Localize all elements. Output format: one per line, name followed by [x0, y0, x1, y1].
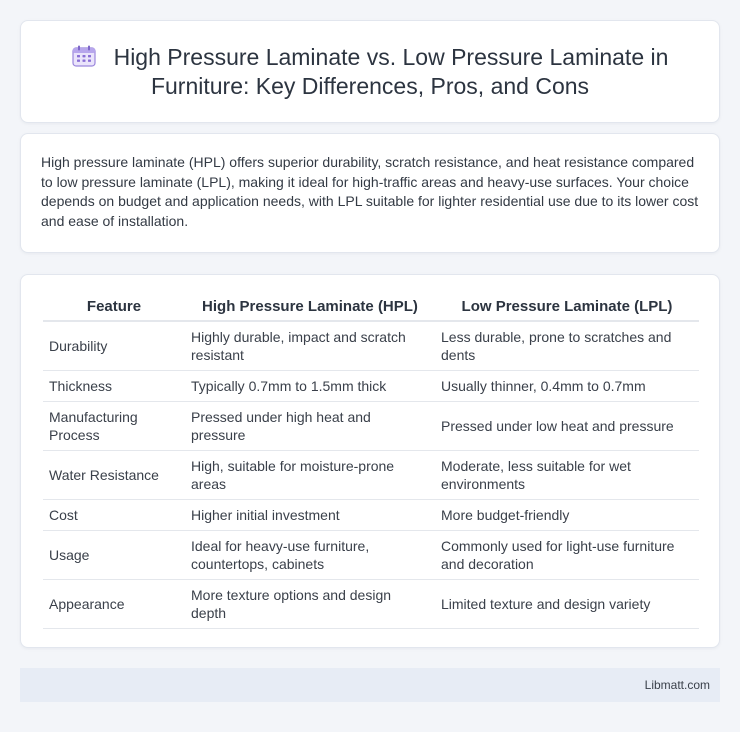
lpl-cell: Limited texture and design variety	[435, 580, 699, 629]
feature-cell: Cost	[43, 500, 185, 531]
lpl-cell: Commonly used for light-use furniture and decoration	[435, 531, 699, 580]
feature-cell: Durability	[43, 322, 185, 371]
header-feature: Feature	[43, 293, 185, 322]
lpl-cell: Less durable, prone to scratches and dents	[435, 322, 699, 371]
hpl-cell: Highly durable, impact and scratch resistant	[185, 322, 435, 371]
title-card	[20, 20, 720, 123]
table-header-row	[43, 293, 699, 322]
hpl-cell: Ideal for heavy-use furniture, countertops, cabinets	[185, 531, 435, 580]
footer	[20, 668, 720, 702]
table-row	[43, 580, 699, 629]
lpl-cell: Moderate, less suitable for wet environments	[435, 451, 699, 500]
feature-cell: Manufacturing Process	[43, 402, 185, 451]
table-row	[43, 451, 699, 500]
page-title-container	[51, 43, 689, 101]
summary-text: High pressure laminate (HPL) offers superior durability, scratch resistance, and heat resistance compared to low pressure laminate (LPL), making it ideal for high-traffic areas and heavy-use surfaces. Your choice depends on budget and application needs, with LPL suitable for lighter residential use due to its lower cost and ease of installation.	[41, 154, 699, 229]
hpl-cell: Higher initial investment	[185, 500, 435, 531]
table-row	[43, 322, 699, 371]
hpl-cell: Typically 0.7mm to 1.5mm thick	[185, 371, 435, 402]
hpl-cell: More texture options and design depth	[185, 580, 435, 629]
footer-brand: Libmatt.com	[644, 678, 710, 692]
summary-card	[20, 133, 720, 253]
calendar-icon	[72, 45, 96, 67]
feature-cell: Usage	[43, 531, 185, 580]
lpl-cell: Usually thinner, 0.4mm to 0.7mm	[435, 371, 699, 402]
feature-cell: Thickness	[43, 371, 185, 402]
header-hpl: High Pressure Laminate (HPL)	[185, 293, 435, 322]
table-row	[43, 531, 699, 580]
feature-cell: Appearance	[43, 580, 185, 629]
comparison-table	[43, 293, 699, 629]
table-row	[43, 371, 699, 402]
feature-cell: Water Resistance	[43, 451, 185, 500]
hpl-cell: Pressed under high heat and pressure	[185, 402, 435, 451]
table-row	[43, 500, 699, 531]
lpl-cell: Pressed under low heat and pressure	[435, 402, 699, 451]
lpl-cell: More budget-friendly	[435, 500, 699, 531]
hpl-cell: High, suitable for moisture-prone areas	[185, 451, 435, 500]
comparison-card	[20, 274, 720, 648]
header-lpl: Low Pressure Laminate (LPL)	[435, 293, 699, 322]
table-row	[43, 402, 699, 451]
page-title: High Pressure Laminate vs. Low Pressure Laminate in Furniture: Key Differences, Pros, and Cons	[113, 43, 669, 99]
